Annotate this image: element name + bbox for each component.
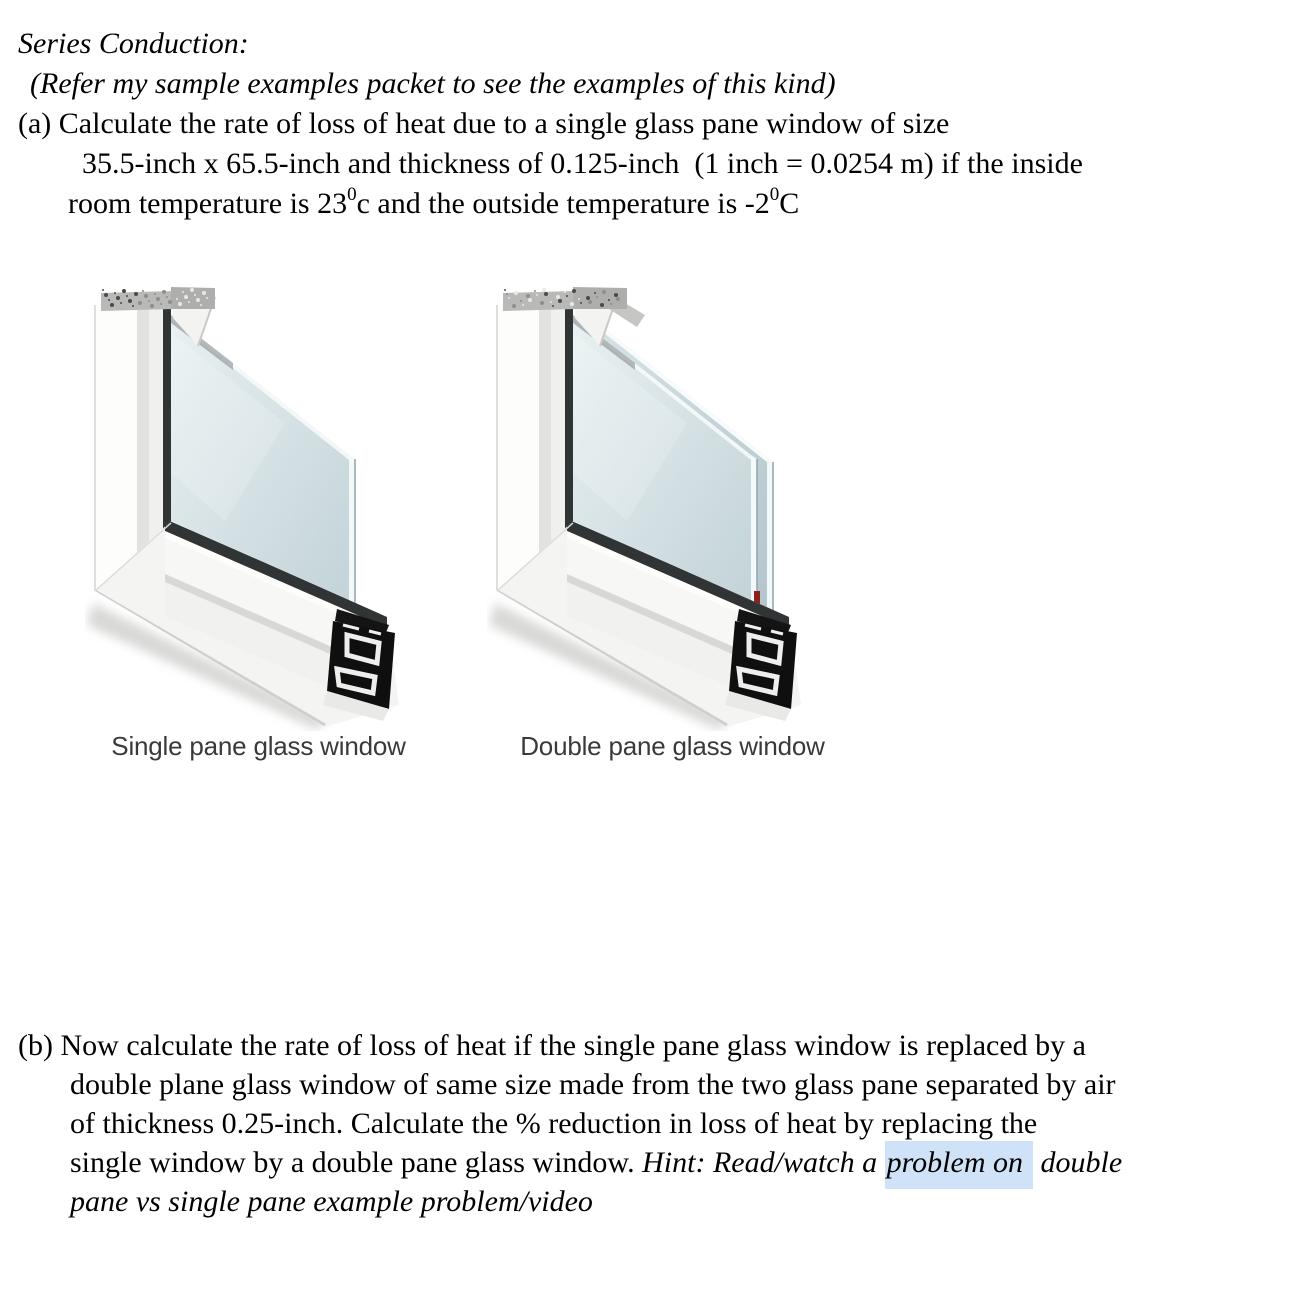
double-pane-window-image: [487, 273, 869, 731]
section-note: [18, 64, 1298, 104]
double-pane-caption-text: Double pane glass window: [520, 731, 825, 761]
problem-a-line2: [18, 144, 1298, 184]
problem-b-block: [18, 1026, 1298, 1221]
section-title: [18, 24, 1298, 64]
problem-a-line1: [18, 104, 1298, 144]
problem-b-label: (b): [18, 1029, 53, 1062]
section-title-text: Series Conduction:: [18, 27, 249, 60]
superscript-zero-1: 0: [347, 184, 357, 205]
highlighted-text: problem on: [885, 1141, 1033, 1189]
problem-b-line2: [18, 1065, 1298, 1104]
section-note-text: (Refer my sample examples packet to see the examples of this kind): [30, 67, 836, 100]
hint-text-pre: Hint: Read/watch a: [642, 1146, 885, 1179]
problem-b-line4-normal: single window by a double pane glass window.: [70, 1146, 643, 1179]
problem-b-line1-text: Now calculate the rate of loss of heat if the single pane glass window is replaced by a: [60, 1029, 1086, 1062]
problem-a-line2-text: 35.5-inch x 65.5-inch and thickness of 0.125-inch (1 inch = 0.0254 m) if the inside: [82, 147, 1083, 180]
problem-b-line3: [18, 1104, 1298, 1143]
problem-b-line2-text: double plane glass window of same size made from the two glass pane separated by air: [70, 1068, 1116, 1101]
double-pane-caption: [500, 731, 845, 762]
problem-a-line1-text: Calculate the rate of loss of heat due to a single glass pane window of size: [58, 107, 950, 140]
problem-a-line3: [18, 184, 1298, 224]
hint-text-line5: pane vs single pane example problem/video: [70, 1185, 593, 1218]
problem-a-label: (a): [18, 107, 52, 140]
superscript-zero-2: 0: [769, 184, 780, 205]
problem-a-block: [18, 24, 1298, 224]
problem-a-line3-pre: room temperature is 23: [68, 187, 348, 220]
problem-b-line4: [18, 1143, 1298, 1182]
single-pane-caption-text: Single pane glass window: [111, 731, 406, 761]
problem-a-line3-mid: c and the outside temperature is -2: [356, 187, 770, 220]
problem-b-line5: [18, 1182, 1298, 1221]
problem-b-line1: [18, 1026, 1298, 1065]
problem-a-line3-post: C: [779, 187, 800, 220]
hint-text-post: double: [1033, 1146, 1123, 1179]
single-pane-caption: [86, 731, 431, 762]
single-pane-window-image: [85, 273, 467, 731]
problem-b-line3-text: of thickness 0.25-inch. Calculate the % reduction in loss of heat by replacing the: [70, 1107, 1038, 1140]
